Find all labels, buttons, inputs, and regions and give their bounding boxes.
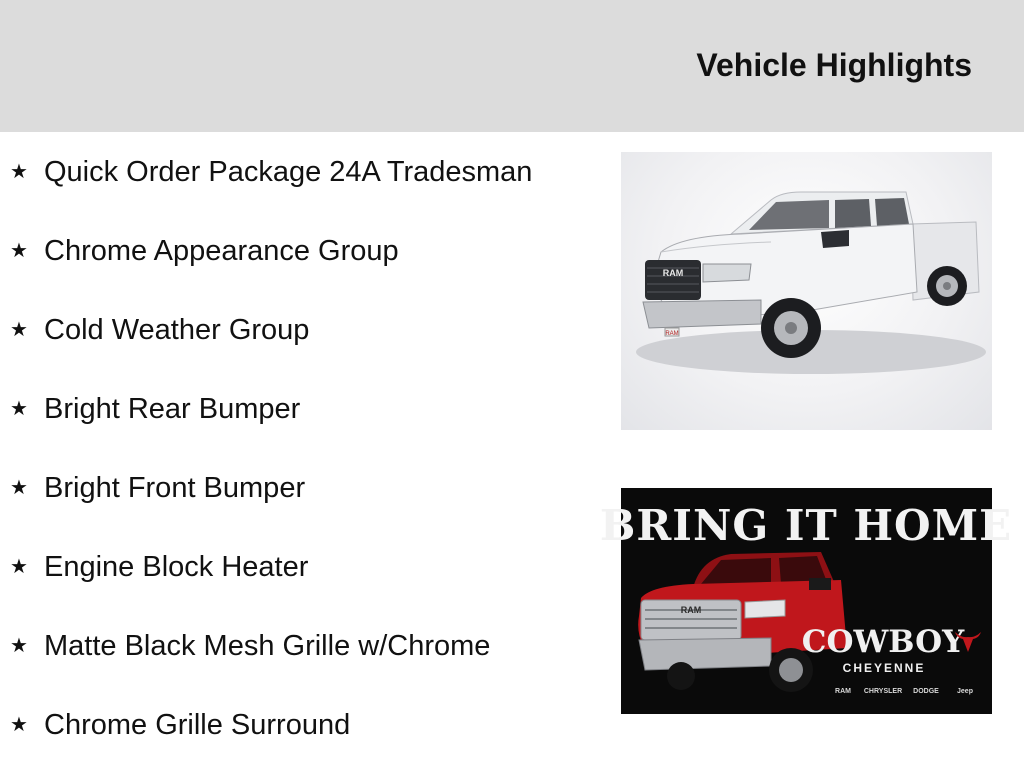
star-icon: ★ [10, 714, 28, 736]
list-item [10, 547, 308, 587]
chrysler-logo: CHRYSLER [863, 688, 903, 695]
dodge-logo: DODGE [913, 688, 939, 695]
feature-label: Matte Black Mesh Grille w/Chrome [44, 629, 491, 662]
header-bar [0, 0, 1024, 132]
star-icon: ★ [10, 556, 28, 578]
list-item [10, 626, 490, 666]
star-icon: ★ [10, 477, 28, 499]
list-item [10, 389, 300, 429]
red-truck-badge: RAM [680, 605, 702, 615]
banner-headline: BRING IT HOME [599, 501, 1013, 550]
feature-label: Bright Front Bumper [44, 471, 306, 504]
feature-label: Chrome Grille Surround [44, 708, 351, 741]
feature-label: Engine Block Heater [44, 550, 309, 583]
feature-label: Chrome Appearance Group [44, 234, 399, 267]
list-item [10, 152, 532, 192]
star-icon: ★ [10, 398, 28, 420]
plate-text: RAM [665, 331, 679, 337]
white-truck-illustration [621, 152, 992, 430]
feature-label: Quick Order Package 24A Tradesman [44, 155, 533, 188]
list-item [10, 231, 399, 271]
list-item [10, 705, 350, 745]
vehicle-photo [621, 152, 992, 430]
star-icon: ★ [10, 240, 28, 262]
jeep-logo: Jeep [957, 688, 973, 695]
star-icon: ★ [10, 161, 28, 183]
cowboy-logo [802, 624, 981, 675]
dealer-banner [599, 488, 1013, 714]
banner-illustration [599, 488, 1013, 714]
grille-badge: RAM [662, 268, 684, 278]
list-item [10, 310, 309, 350]
list-item [10, 468, 305, 508]
feature-label: Bright Rear Bumper [44, 392, 301, 425]
banner-brand: COWBOY [801, 624, 965, 660]
ram-logo: RAM [835, 688, 851, 695]
feature-label: Cold Weather Group [44, 313, 310, 346]
page-title: Vehicle Highlights [696, 47, 972, 83]
star-icon: ★ [10, 635, 28, 657]
star-icon: ★ [10, 319, 28, 341]
banner-location: CHEYENNE [842, 661, 926, 675]
red-truck-illustration [638, 552, 847, 692]
